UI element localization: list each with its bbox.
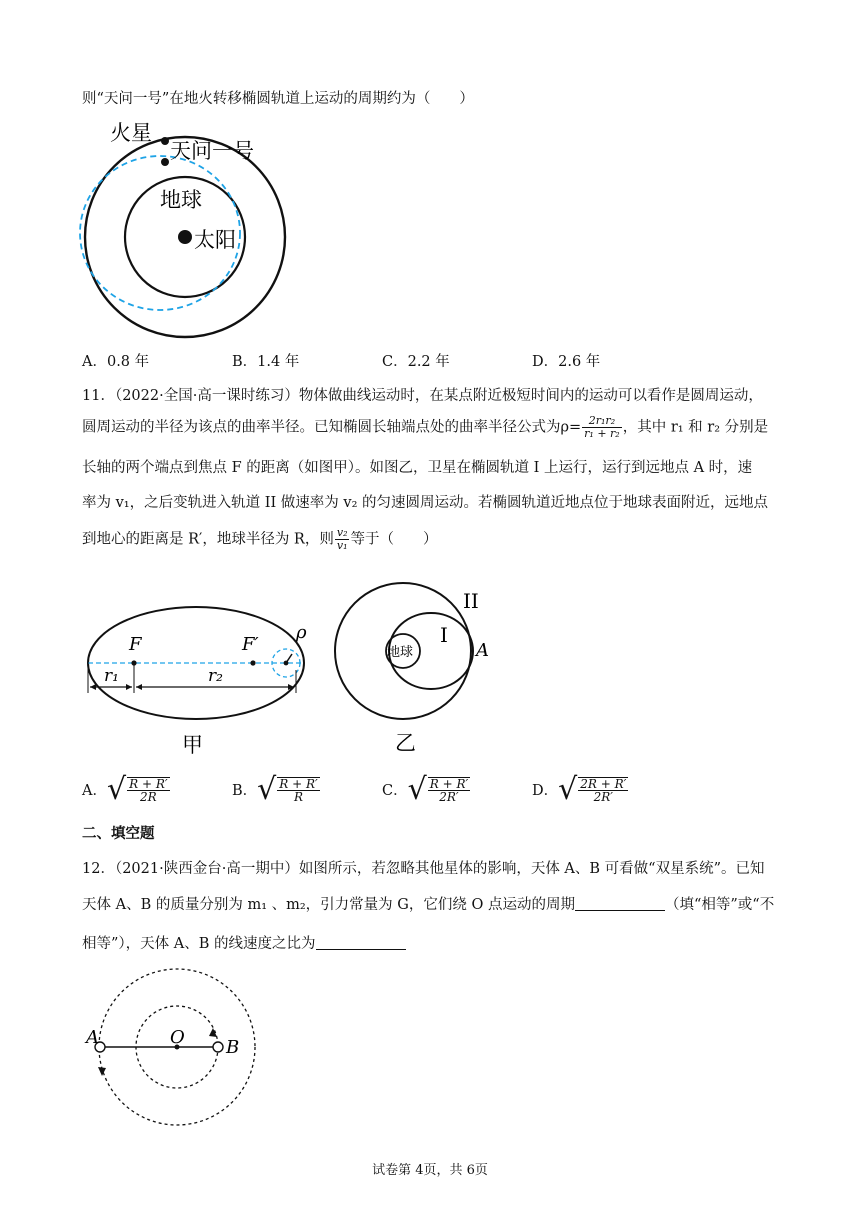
ratio-num: v₂ bbox=[336, 526, 348, 539]
focus-fp bbox=[250, 660, 255, 665]
tianwen-label: 天问一号 bbox=[170, 140, 254, 163]
velocity-ratio bbox=[335, 527, 350, 552]
fig-jia bbox=[86, 590, 326, 780]
q11-line5-b: 等于（ ） bbox=[350, 531, 438, 548]
label-f: F bbox=[129, 634, 142, 655]
q11-option-d: D．√ $\frac{2R + R'}{2R'}$ bbox=[532, 772, 627, 807]
tianwen-dot bbox=[161, 137, 169, 145]
blank-period[interactable] bbox=[575, 896, 665, 911]
label-r1: r₁ bbox=[104, 666, 119, 686]
earth-label: 地球 bbox=[160, 189, 202, 212]
q12-line1: 12．（2021·陕西金台·高一期中）如图所示，若忽略其他星体的影响，天体 A、B 可看做“双星系统”。已知 bbox=[82, 861, 765, 877]
section-title: 二、填空题 bbox=[82, 825, 155, 842]
earth-dot bbox=[161, 158, 169, 166]
label-o: O bbox=[170, 1027, 185, 1048]
q10-option-c: C．2.2 年 bbox=[382, 354, 450, 370]
label-r2: r₂ bbox=[208, 666, 223, 686]
q10-stem: 则“天问一号”在地火转移椭圆轨道上运动的周期约为（ ） bbox=[82, 91, 474, 107]
q12-line3: 相等”），天体 A、B 的线速度之比为 bbox=[82, 934, 406, 954]
sun-dot bbox=[178, 230, 192, 244]
mars-label: 火星 bbox=[110, 122, 152, 145]
q11-line2 bbox=[82, 415, 768, 440]
q11-option-a: A．√ $\frac{R + R'}{2R}$ bbox=[82, 772, 168, 807]
q11-line4: 率为 v₁，之后变轨进入轨道 II 做速率为 v₂ 的匀速圆周运动。若椭圆轨道近地点位于地球表面附近，远地点 bbox=[82, 495, 769, 511]
q11-line5 bbox=[82, 527, 437, 552]
q10-orbit-figure bbox=[78, 118, 278, 348]
label-fp: F′ bbox=[242, 634, 259, 655]
label-ii: II bbox=[463, 589, 479, 613]
curvature-formula bbox=[582, 415, 622, 440]
earth-label-yi: 地球 bbox=[387, 644, 414, 659]
q11-line3: 长轴的两个端点到焦点 F 的距离（如图甲）。如图乙，卫星在椭圆轨道 I 上运行，运行到远地点 A 时，速 bbox=[82, 460, 753, 476]
page-footer: 试卷第 4页，共 6页 bbox=[372, 1163, 488, 1178]
label-rho: ρ bbox=[296, 622, 307, 643]
q12-line2: 天体 A、B 的质量分别为 m₁ 、m₂，引力常量为 G，它们绕 O 点运动的周期 （填“相等”或“不 bbox=[82, 897, 775, 913]
q11-line2-b: ，其中 r₁ 和 r₂ 分别是 bbox=[622, 419, 769, 436]
caption-jia: 甲 bbox=[182, 734, 203, 757]
q10-option-d: D．2.6 年 bbox=[532, 354, 601, 370]
curvature-num: 2r₁r₂ bbox=[582, 415, 622, 428]
label-a: A bbox=[476, 640, 489, 661]
label-a-binary: A bbox=[86, 1027, 99, 1048]
body-b bbox=[213, 1042, 223, 1052]
q11-option-b: B．√ $\frac{R + R'}{R}$ bbox=[232, 772, 318, 807]
q11-option-c: C．√ $\frac{R + R'}{2R'}$ bbox=[382, 772, 469, 807]
label-i: I bbox=[440, 623, 448, 647]
q11-line2-a: 圆周运动的半径为该点的曲率半径。已知椭圆长轴端点处的曲率半径公式为ρ= bbox=[82, 419, 582, 436]
caption-yi: 乙 bbox=[395, 732, 416, 755]
ratio-den: v₁ bbox=[336, 539, 348, 552]
curvature-den: r₁ + r₂ bbox=[584, 427, 620, 440]
q10-option-a: A．0.8 年 bbox=[82, 354, 150, 370]
q11-line5-a: 到地心的距离是 R′，地球半径为 R，则 bbox=[82, 531, 334, 548]
fig-yi bbox=[333, 580, 523, 780]
q10-option-b: B．1.4 年 bbox=[232, 354, 300, 370]
sun-label: 太阳 bbox=[194, 229, 236, 252]
q11-line1: 11．（2022·全国·高一课时练习）物体做曲线运动时，在某点附近极短时间内的运动可以看作是圆周运动， bbox=[82, 388, 763, 404]
blank-velocity-ratio[interactable] bbox=[316, 935, 406, 950]
q12-binary-figure bbox=[82, 963, 282, 1133]
label-b-binary: B bbox=[226, 1037, 240, 1058]
